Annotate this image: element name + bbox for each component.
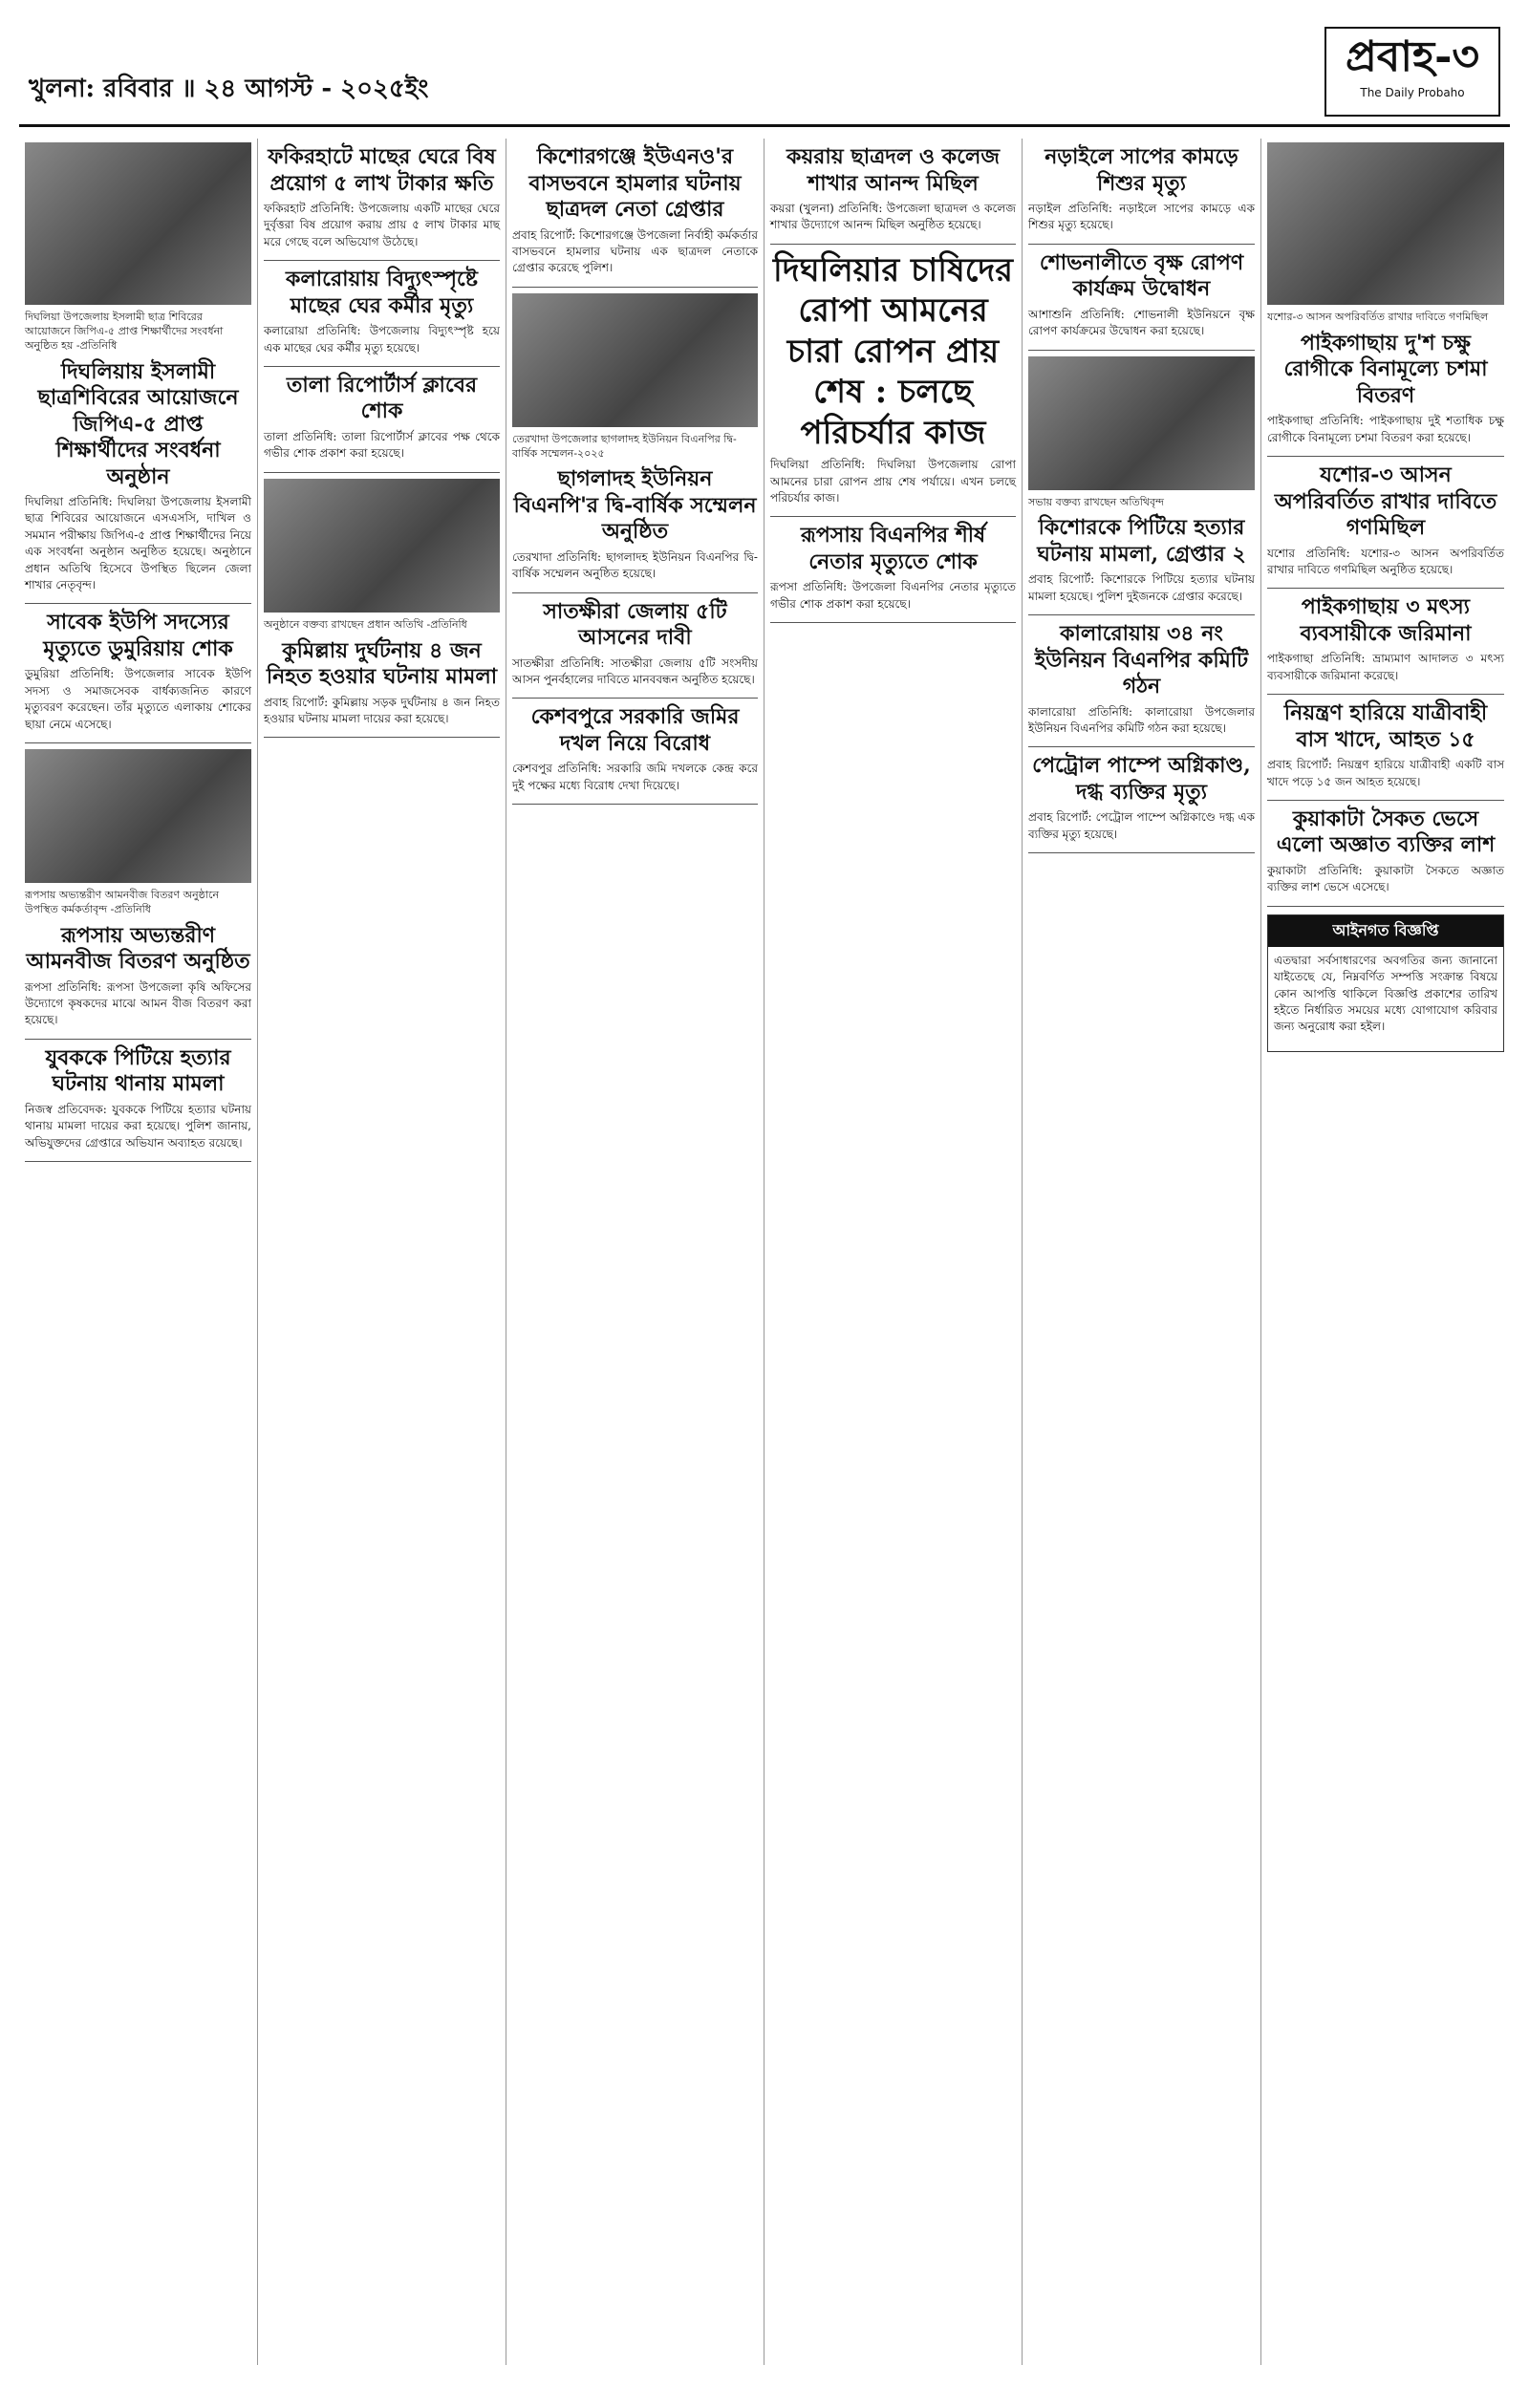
article: [1028, 753, 1255, 853]
masthead: [19, 19, 1510, 127]
divider: [1028, 350, 1255, 351]
headline: ছাগলাদহ ইউনিয়ন বিএনপি'র দ্বি-বার্ষিক সম্মেলন অনুষ্ঠিত: [513, 466, 757, 545]
headline: কয়রায় ছাত্রদল ও কলেজ শাখার আনন্দ মিছিল: [786, 144, 1001, 196]
article-body: প্রবাহ রিপোর্ট: কিশোরগঞ্জে উপজেলা নির্বাহী কর্মকর্তার বাসভবনে হামলার ঘটনায় এক ছাত্রদল নেতাকে গ্রেপ্তার করেছে পুলিশ।: [512, 227, 758, 275]
photo-caption: তেরখাদা উপজেলার ছাগলাদহ ইউনিয়ন বিএনপির দ্বি-বার্ষিক সম্মেলন-২০২৫: [512, 432, 737, 460]
article-body: প্রবাহ রিপোর্ট: নিয়ন্ত্রণ হারিয়ে যাত্রীবাহী একটি বাস খাদে পড়ে ১৫ জন আহত হয়েছে।: [1267, 758, 1504, 788]
headline: তালা রিপোর্টার্স ক্লাবের শোক: [286, 372, 478, 424]
column-1: [19, 139, 258, 2365]
article-body: কলারোয়া প্রতিনিধি: উপজেলায় বিদ্যুৎস্পৃষ্ট হয়ে এক মাছের ঘের কর্মীর মৃত্যু হয়েছে।: [264, 324, 500, 355]
article-body: পাইকগাছা প্রতিনিধি: পাইকগাছায় দুই শতাধিক চক্ষু রোগীকে বিনামূল্যে চশমা বিতরণ করা হয়েছে।: [1267, 414, 1504, 444]
article-body: কয়রা (খুলনা) প্রতিনিধি: উপজেলা ছাত্রদল ও কলেজ শাখার উদ্যোগে আনন্দ মিছিল অনুষ্ঠিত হয়েছে।: [770, 202, 1016, 232]
divider: [1267, 588, 1504, 589]
article-body: দিঘলিয়া প্রতিনিধি: দিঘলিয়া উপজেলায় ইসলামী ছাত্র শিবিরের আয়োজনে এসএসসি, দাখিল ও সমমান পরীক্ষায় জিপিএ-৫ প্রাপ্ত শিক্ষার্থীদের নিয়ে এক সংবর্ধনা অনুষ্ঠান অনুষ্ঠিত হয়েছে। অনুষ্ঠানে প্রধান অতিথি হিসেবে উপস্থিত ছিলেন জেলা শাখার নেতৃবৃন্দ।: [25, 495, 251, 591]
article: [264, 373, 500, 473]
article: [25, 142, 251, 604]
article-body: যশোর প্রতিনিধি: যশোর-৩ আসন অপরিবর্তিত রাখার দাবিতে গণমিছিল অনুষ্ঠিত হয়েছে।: [1267, 546, 1504, 577]
article-body: আশাশুনি প্রতিনিধি: শোভনালী ইউনিয়নে বৃক্ষ রোপণ কার্যক্রমের উদ্বোধন করা হয়েছে।: [1028, 307, 1255, 338]
column-3: [506, 139, 764, 2365]
divider: [512, 592, 758, 593]
article: [25, 749, 251, 1040]
article-body: রূপসা প্রতিনিধি: রূপসা উপজেলা কৃষি অফিসের উদ্যোগে কৃষকদের মাঝে আমন বীজ বিতরণ করা হয়েছে।: [25, 979, 251, 1027]
divider: [1028, 746, 1255, 747]
article: [264, 479, 500, 739]
photo-caption: সভায় বক্তব্য রাখছেন অতিথিবৃন্দ: [1028, 495, 1165, 508]
news-photo: [512, 293, 758, 427]
article-body: কালারোয়া প্রতিনিধি: কালারোয়া উপজেলার ইউনিয়ন বিএনপির কমিটি গঠন করা হয়েছে।: [1028, 704, 1255, 736]
article-body: প্রবাহ রিপোর্ট: কিশোরকে পিটিয়ে হত্যার ঘটনায় মামলা হয়েছে। পুলিশ দুইজনকে গ্রেপ্তার করেছে।: [1028, 572, 1255, 603]
divider: [1267, 906, 1504, 907]
paper-name: প্রবাহ-৩: [1345, 32, 1480, 81]
article: [264, 267, 500, 367]
article-body: নড়াইল প্রতিনিধি: নড়াইলে সাপের কামড়ে এক শিশুর মৃত্যু হয়েছে।: [1028, 202, 1255, 232]
divider: [1267, 800, 1504, 801]
divider: [770, 244, 1016, 245]
news-photo: [1028, 356, 1255, 490]
article: [770, 523, 1016, 623]
news-photo: [25, 142, 251, 305]
article: [512, 293, 758, 593]
news-photo: [25, 749, 251, 883]
headline: কুমিল্লায় দুর্ঘটনায় ৪ জন নিহত হওয়ার ঘটনায় মামলা: [266, 637, 498, 690]
headline: যশোর-৩ আসন অপরিবর্তিত রাখার দাবিতে গণমিছিল: [1274, 462, 1497, 541]
article: [512, 599, 758, 699]
article-body: দিঘলিয়া প্রতিনিধি: দিঘলিয়া উপজেলায় রোপা আমনের চারা রোপন প্রায় শেষ পর্যায়ে। এখন চলছে পরিচর্যার কাজ।: [770, 458, 1016, 505]
divider: [25, 742, 251, 743]
headline: কিশোরকে পিটিয়ে হত্যার ঘটনায় মামলা, গ্রেপ্তার ২: [1037, 515, 1246, 567]
article: [770, 144, 1016, 245]
article: [1028, 250, 1255, 351]
divider: [512, 698, 758, 699]
divider: [770, 516, 1016, 517]
article-body: সাতক্ষীরা প্রতিনিধি: সাতক্ষীরা জেলায় ৫টি সংসদীয় আসন পুনর্বহালের দাবিতে মানববন্ধন অনুষ্ঠিত হয়েছে।: [512, 656, 758, 687]
column-4: [764, 139, 1023, 2365]
divider: [264, 472, 500, 473]
column-2: [258, 139, 506, 2365]
headline: কেশবপুরে সরকারি জমির দখল নিয়ে বিরোধ: [530, 704, 740, 756]
article: [1267, 142, 1504, 457]
article-body: প্রবাহ রিপোর্ট: পেট্রোল পাম্পে অগ্নিকাণ্ডে দগ্ধ এক ব্যক্তির মৃত্যু হয়েছে।: [1028, 810, 1255, 841]
divider: [25, 603, 251, 604]
headline: ফকিরহাটে মাছের ঘেরে বিষ প্রয়োগ ৫ লাখ টাকার ক্ষতি: [268, 144, 496, 196]
article: [1267, 594, 1504, 695]
headline: সাতক্ষীরা জেলায় ৫টি আসনের দাবী: [543, 598, 727, 651]
headline: রূপসায় অভ্যন্তরীণ আমনবীজ বিতরণ অনুষ্ঠিত: [26, 922, 250, 975]
divider: [264, 366, 500, 367]
news-photo: [264, 479, 500, 613]
article-body: কুয়াকাটা প্রতিনিধি: কুয়াকাটা সৈকতে অজ্ঞাত ব্যক্তির লাশ ভেসে এসেছে।: [1267, 863, 1504, 894]
article: [1267, 700, 1504, 801]
article: [264, 144, 500, 261]
headline: শোভনালীতে বৃক্ষ রোপণ কার্যক্রম উদ্বোধন: [1039, 249, 1244, 302]
headline: নিয়ন্ত্রণ হারিয়ে যাত্রীবাহী বাস খাদে, আহত ১৫: [1283, 700, 1488, 752]
article: [512, 704, 758, 805]
headline: কলারোয়ায় বিদ্যুৎস্পৃষ্টে মাছের ঘের কর্মীর মৃত্যু: [286, 267, 478, 318]
divider: [25, 1039, 251, 1040]
newspaper-page: [19, 19, 1510, 2370]
headline: কিশোরগঞ্জে ইউএনও'র বাসভবনে হামলার ঘটনায় ছাত্রদল নেতা গ্রেপ্তার: [528, 144, 742, 222]
headline: কুয়াকাটা সৈকত ভেসে এলো অজ্ঞাত ব্যক্তির লাশ: [1276, 806, 1496, 858]
divider: [1028, 852, 1255, 853]
headline: পেট্রোল পাম্পে অগ্নিকাণ্ড, দগ্ধ ব্যক্তির মৃত্যু: [1032, 753, 1251, 805]
paper-subtitle: The Daily Probaho: [1360, 86, 1465, 99]
dateline: খুলনা: রবিবার ॥ ২৪ আগস্ট - ২০২৫ইং: [29, 75, 429, 103]
photo-caption: যশোর-৩ আসন অপরিবর্তিত রাখার দাবিতে গণমিছিল: [1267, 311, 1489, 323]
article-body: ফকিরহাট প্রতিনিধি: উপজেলায় একটি মাছের ঘেরে দুর্বৃত্তরা বিষ প্রয়োগ করায় প্রায় ৫ লাখ টাকার মাছ মরে গেছে বলে অভিযোগ উঠেছে।: [264, 202, 500, 248]
article-body: প্রবাহ রিপোর্ট: কুমিল্লায় সড়ক দুর্ঘটনায় ৪ জন নিহত হওয়ার ঘটনায় মামলা দায়ের করা হয়েছে।: [264, 695, 500, 725]
headline: পাইকগাছায় দু'শ চক্ষু রোগীকে বিনামূল্যে চশমা বিতরণ: [1283, 330, 1488, 408]
headline: রূপসায় বিএনপির শীর্ষ নেতার মৃত্যুতে শোক: [800, 523, 986, 574]
headline: নড়াইলে সাপের কামড়ে শিশুর মৃত্যু: [1044, 144, 1238, 196]
divider: [25, 1161, 251, 1162]
divider: [1028, 244, 1255, 245]
paper-logo: [1324, 27, 1500, 117]
divider: [770, 622, 1016, 623]
legal-notice: [1267, 914, 1504, 1052]
headline: দিঘলিয়ায় ইসলামী ছাত্রশিবিরের আয়োজনে জিপিএ-৫ প্রাপ্ত শিক্ষার্থীদের সংবর্ধনা অনুষ্ঠান: [37, 358, 239, 489]
news-photo: [1267, 142, 1504, 305]
article: [1267, 462, 1504, 589]
column-5: [1023, 139, 1261, 2365]
article: [512, 144, 758, 288]
article-body: রূপসা প্রতিনিধি: উপজেলা বিএনপির নেতার মৃত্যুতে গভীর শোক প্রকাশ করা হয়েছে।: [770, 580, 1016, 611]
headline: পাইকগাছায় ৩ মৎস্য ব্যবসায়ীকে জরিমানা: [1300, 594, 1472, 646]
divider: [264, 737, 500, 738]
article: [770, 250, 1016, 518]
article-body: ডুমুরিয়া প্রতিনিধি: উপজেলার সাবেক ইউপি সদস্য ও সমাজসেবক বার্ধক্যজনিত কারণে মৃত্যুবরণ করেছেন। তাঁর মৃত্যুতে এলাকায় শোকের ছায়া নেমে এসেছে।: [25, 667, 251, 731]
article: [25, 610, 251, 743]
divider: [512, 287, 758, 288]
divider: [1267, 456, 1504, 457]
article: [25, 1045, 251, 1162]
article: [1028, 621, 1255, 747]
photo-caption: দিঘলিয়া উপজেলায় ইসলামী ছাত্র শিবিরের আয়োজনে জিপিএ-৫ প্রাপ্ত শিক্ষার্থীদের সংবর্ধনা অনুষ্ঠিত হয় -প্রতিনিধি: [25, 311, 224, 352]
article: [1267, 806, 1504, 907]
photo-caption: অনুষ্ঠানে বক্তব্য রাখছেন প্রধান অতিথি -প্রতিনিধি: [264, 617, 467, 631]
article-body: নিজস্ব প্রতিবেদক: যুবককে পিটিয়ে হত্যার ঘটনায় থানায় মামলা দায়ের করা হয়েছে। পুলিশ জানায়, অভিযুক্তদের গ্রেপ্তারে অভিযান অব্যাহত রয়েছে।: [25, 1102, 251, 1150]
divider: [512, 804, 758, 805]
notice-title: আইনগত বিজ্ঞপ্তি: [1268, 915, 1503, 947]
article-body: তেরখাদা প্রতিনিধি: ছাগলাদহ ইউনিয়ন বিএনপির দ্বি-বার্ষিক সম্মেলন অনুষ্ঠিত হয়েছে।: [512, 549, 758, 581]
headline: যুবককে পিটিয়ে হত্যার ঘটনায় থানায় মামলা: [45, 1044, 231, 1097]
notice-body: এতদ্বারা সর্বসাধারণের অবগতির জন্য জানানো যাইতেছে যে, নিম্নবর্ণিত সম্পত্তি সংক্রান্ত বিষয়ে কোন আপত্তি থাকিলে বিজ্ঞপ্তি প্রকাশের তারিখ হইতে নির্ধারিত সময়ের মধ্যে যোগাযোগ করিবার জন্য অনুরোধ করা হইল।: [1274, 953, 1497, 1034]
article-body: কেশবপুর প্রতিনিধি: সরকারি জমি দখলকে কেন্দ্র করে দুই পক্ষের মধ্যে বিরোধ দেখা দিয়েছে।: [512, 762, 758, 792]
photo-caption: রূপসায় অভ্যন্তরীণ আমনবীজ বিতরণ অনুষ্ঠানে উপস্থিত কর্মকর্তাবৃন্দ -প্রতিনিধি: [25, 888, 220, 915]
column-6: [1261, 139, 1510, 2365]
divider: [1267, 694, 1504, 695]
headline: দিঘলিয়ার চাষিদের রোপা আমনের চারা রোপন প্রায় শেষ : চলছে পরিচর্যার কাজ: [773, 250, 1013, 452]
divider: [264, 260, 500, 261]
article-body: তালা প্রতিনিধি: তালা রিপোর্টার্স ক্লাবের পক্ষ থেকে গভীর শোক প্রকাশ করা হয়েছে।: [264, 429, 500, 461]
article: [1028, 356, 1255, 616]
headline: কালারোয়ায় ৩৪ নং ইউনিয়ন বিএনপির কমিটি গঠন: [1034, 621, 1249, 699]
divider: [1028, 614, 1255, 615]
article-body: পাইকগাছা প্রতিনিধি: ভ্রাম্যমাণ আদালত ৩ মৎস্য ব্যবসায়ীকে জরিমানা করেছে।: [1267, 652, 1504, 682]
article: [1028, 144, 1255, 245]
headline: সাবেক ইউপি সদস্যের মৃত্যুতে ডুমুরিয়ায় শোক: [43, 610, 233, 661]
